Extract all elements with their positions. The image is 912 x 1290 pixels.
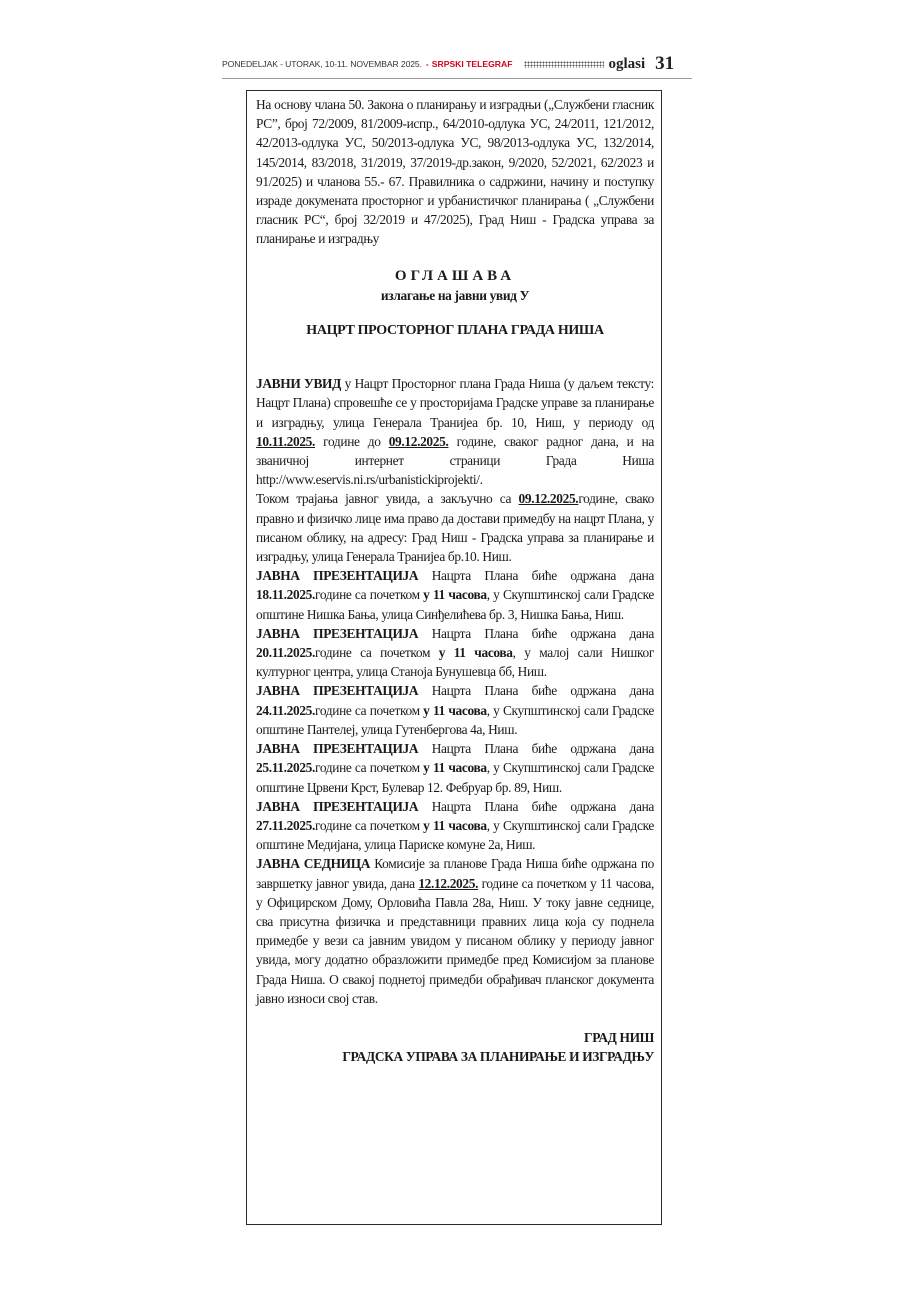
public-session-paragraph (256, 854, 654, 1008)
intro-paragraph: На основу члана 50. Закона о планирању и изградњи („Службени гласник РС”, број 72/2009, 81/2009-испр., 64/2010-одлука УС, 24/2011, 121/2012, 42/2013-одлука УС, 50/2013-одлука УС, 98/2013-одлука УС, 132/2014, 145/2014, 83/2018, 31/2019, 37/2019-др.закон, 9/2020, 52/2021, 62/2023 и 91/2025) и чланова 55.- 67. Правилника о садржини, начину и поступку израде докумената просторног и урбанистичког планирања ( „Службени гласник РС“, број 32/2019 и 47/2025), Град Ниш - Градска управа за планирање и изградњу (256, 97, 654, 247)
plan-name: НАЦРТ ПРОСТОРНОГ ПЛАНА ГРАДА НИША (306, 323, 604, 339)
brand-name: SRPSKI TELEGRAF (431, 59, 513, 69)
presentation-text: године са почетком (315, 645, 439, 661)
public-notice-ad (256, 95, 654, 1066)
public-session-date: 12.12.2025. (418, 875, 479, 891)
signature-administration: ГРАДСКА УПРАВА ЗА ПЛАНИРАЊЕ И ИЗГРАДЊУ (342, 1049, 654, 1065)
public-review-text-3: године, сваког радног дана, и на званичној интернет страници Града Ниша http://www.eservis.ni.rs/urbanistickiprojekti/. (256, 433, 655, 488)
presentation-time: у 11 часова (423, 587, 487, 603)
presentation-paragraph (256, 797, 654, 855)
presentation-lead: ЈАВНА ПРЕЗЕНТАЦИЈА (256, 798, 419, 814)
presentation-time: у 11 часова (423, 702, 487, 718)
presentation-text: године са почетком (315, 587, 424, 603)
page-header (222, 52, 692, 76)
public-review-lead: ЈАВНИ УВИД (256, 376, 341, 392)
public-review-text-1: у Нацрт Просторног плана Града Ниша (у даљем тексту: Нацрт Плана) спровешће се у просторијама Градске управе за планирање и изградњу, улица Генерала Транијеа бр. 10, Ниш, у периоду од (256, 376, 654, 430)
public-session-lead: ЈАВНА СЕДНИЦА (256, 856, 371, 872)
presentation-lead: ЈАВНА ПРЕЗЕНТАЦИЈА (256, 741, 419, 757)
notice-subtitle: излагање на јавни увид У (380, 287, 530, 303)
review-end-date: 09.12.2025. (388, 433, 449, 449)
presentation-time: у 11 часова (438, 645, 513, 661)
presentation-text: Нацрта Плана биће одржана дана (418, 683, 654, 699)
review-start-date: 10.11.2025. (256, 433, 316, 449)
header-rule (222, 78, 692, 79)
objections-paragraph (256, 489, 654, 566)
presentation-location: , у Скупштинској сали Градске општине Црвени Крст, Булевар 12. Фебруар бр. 89, Ниш. (256, 760, 654, 795)
objections-deadline: 09.12.2025. (518, 491, 579, 507)
presentation-time: у 11 часова (423, 817, 487, 833)
presentation-text: године са почетком (315, 760, 424, 776)
dateline: PONEDELJAK - UTORAK, 10-11. NOVEMBAR 2025. (222, 59, 422, 69)
presentation-text: године са почетком (315, 702, 424, 718)
objections-text-1: Током трајања јавног увида, а закључно са (256, 491, 519, 507)
presentation-date: 25.11.2025. (256, 760, 316, 776)
presentation-paragraph (256, 739, 654, 797)
objections-text-2: године, свако правно и физичко лице има право да достави примедбу на нацрт Плана, у писаном облику, на адресу: Град Ниш - Градска управа за планирање и изградњу, улица Генерала Транијеа бр.10. Ниш. (256, 491, 654, 565)
presentation-paragraph (256, 681, 654, 739)
public-session-text-1: Комисије за планове Града Ниша биће одржана по завршетку јавног увида, дана (256, 856, 654, 891)
presentation-paragraph (256, 566, 654, 624)
presentation-time: у 11 часова (423, 760, 487, 776)
public-review-paragraph (256, 374, 654, 489)
page-number: 31 (655, 53, 675, 74)
presentation-date: 24.11.2025. (256, 702, 316, 718)
presentation-date: 18.11.2025. (256, 587, 316, 603)
section-name: oglasi (608, 55, 646, 72)
presentation-location: , у Скупштинској сали Градске општине Медијана, улица Париске комуне 2а, Ниш. (256, 817, 654, 853)
presentation-paragraph (256, 624, 654, 682)
notice-title: ОГЛАШАВА (394, 267, 516, 284)
presentation-text: Нацрта Плана биће одржана дана (418, 798, 654, 814)
public-review-text-2: године до (315, 433, 389, 449)
presentation-text: Нацрта Плана биће одржана дана (418, 741, 654, 757)
presentation-lead: ЈАВНА ПРЕЗЕНТАЦИЈА (256, 683, 419, 699)
separator: - (425, 59, 429, 69)
presentation-location: , у Скупштинској сали Градске општине Пантелеј, улица Гутенбергова 4а, Ниш. (256, 702, 654, 737)
presentation-text: Нацрта Плана биће одржана дана (418, 568, 654, 584)
presentation-text: године са почетком (315, 817, 424, 833)
public-session-text-2: године са почетком у 11 часова, у Официрском Дому, Орловића Павла 28а, Ниш. У току јавне седнице, сва присутна физичка и представници правних лица која су поднела примедбе у вези са јавним увидом у писаном облику у периоду јавног увида, могу додатно образложити примедбе пред Комисијом за планове Града Ниша. О свакој поднетој примедби обрађивач планског документа јавно износи свој став. (256, 875, 654, 1006)
decorative-dots (524, 61, 604, 68)
presentation-date: 27.11.2025. (256, 817, 316, 833)
presentation-date: 20.11.2025. (256, 645, 316, 661)
presentation-location: , у малој сали Нишког културног центра, улица Станоја Бунушевца бб, Ниш. (256, 645, 654, 680)
presentation-location: , у Скупштинској сали Градске општине Нишка Бања, улица Синђелићева бр. 3, Нишка Бања, Ниш. (256, 587, 654, 622)
signature-city: ГРАД НИШ (584, 1029, 654, 1045)
presentation-text: Нацрта Плана биће одржана дана (418, 625, 654, 641)
presentation-lead: ЈАВНА ПРЕЗЕНТАЦИЈА (256, 568, 419, 584)
presentation-lead: ЈАВНА ПРЕЗЕНТАЦИЈА (256, 625, 419, 641)
